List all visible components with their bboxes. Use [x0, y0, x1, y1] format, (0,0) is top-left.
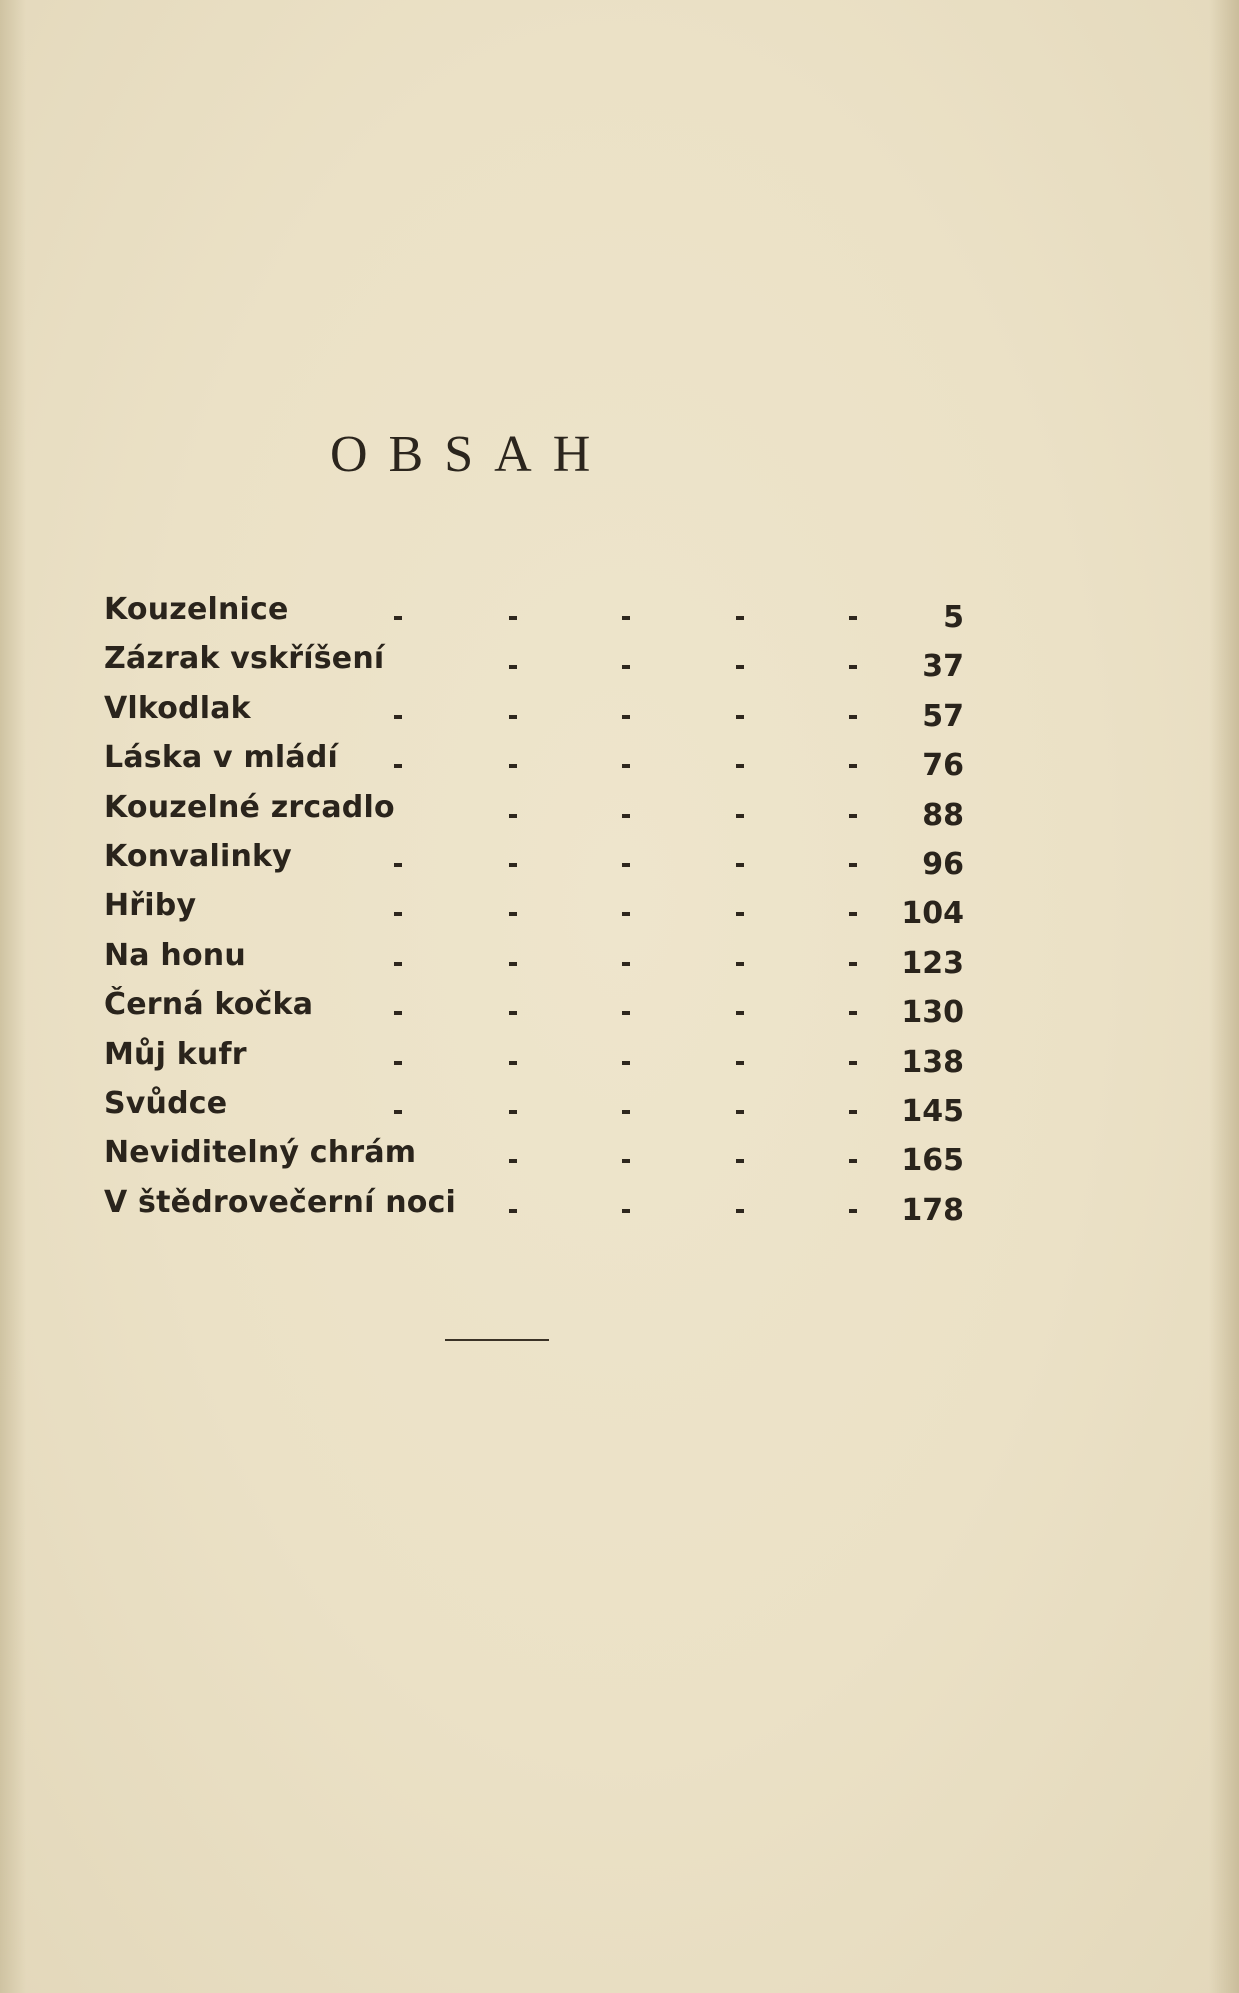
leader-dash — [622, 764, 630, 768]
leader-dash — [622, 1209, 630, 1213]
toc-entry-page: 37 — [922, 649, 964, 685]
toc-entry-title: Hřiby — [104, 888, 197, 924]
leader-dash — [622, 912, 630, 916]
leader-dash — [849, 1061, 857, 1065]
leader-dash — [394, 962, 402, 966]
toc-entry-page: 57 — [922, 698, 964, 734]
leader-dash — [509, 764, 517, 768]
toc-entry-title: Zázrak vskříšení — [104, 641, 385, 677]
leader-dash — [849, 1110, 857, 1114]
leader-dash — [622, 962, 630, 966]
toc-entry-page: 138 — [901, 1044, 964, 1080]
toc-entry-page: 123 — [901, 945, 964, 981]
toc-entry-page: 145 — [901, 1093, 964, 1129]
leader-dash — [622, 616, 630, 620]
leader-dash — [622, 665, 630, 669]
toc-entry — [104, 1181, 964, 1230]
leader-dash — [394, 1061, 402, 1065]
closing-rule — [445, 1339, 549, 1341]
page-edge-right — [1209, 0, 1239, 1993]
toc-entry-page: 104 — [901, 896, 964, 932]
leader-dash — [509, 1011, 517, 1015]
toc-entry-title: Vlkodlak — [104, 690, 251, 726]
toc-entry — [104, 588, 964, 637]
leader-dash — [509, 715, 517, 719]
toc-entry-page: 178 — [901, 1192, 964, 1228]
toc-entry — [104, 884, 964, 933]
toc-entry-title: Svůdce — [104, 1085, 228, 1121]
leader-dash — [622, 1159, 630, 1163]
toc-entry — [104, 1131, 964, 1180]
leader-dash — [736, 715, 744, 719]
toc-entry-title: Můj kufr — [104, 1036, 247, 1072]
toc-heading: OBSAH — [330, 426, 612, 483]
leader-dash — [394, 1011, 402, 1015]
toc-entry — [104, 687, 964, 736]
leader-dash — [509, 912, 517, 916]
leader-dash — [849, 764, 857, 768]
leader-dash — [622, 1061, 630, 1065]
leader-dash — [736, 1110, 744, 1114]
toc-entry-title: Černá kočka — [104, 987, 314, 1023]
toc-entry-title: Konvalinky — [104, 838, 292, 874]
leader-dash — [622, 1011, 630, 1015]
toc-entry — [104, 637, 964, 686]
leader-dash — [736, 665, 744, 669]
page-edge-left — [0, 0, 26, 1993]
leader-dash — [736, 912, 744, 916]
leader-dash — [509, 616, 517, 620]
leader-dash — [849, 962, 857, 966]
leader-dash — [736, 1011, 744, 1015]
toc-entry-title: Kouzelné zrcadlo — [104, 789, 395, 825]
leader-dash — [509, 665, 517, 669]
toc-entry-title: Kouzelnice — [104, 592, 289, 627]
leader-dash — [394, 912, 402, 916]
leader-dash — [509, 1061, 517, 1065]
leader-dash — [394, 1110, 402, 1114]
toc-entry-page: 96 — [922, 846, 964, 882]
toc-entry-title: V štědrovečerní noci — [104, 1184, 457, 1220]
leader-dash — [509, 1159, 517, 1163]
leader-dash — [736, 962, 744, 966]
toc-entry — [104, 1082, 964, 1131]
leader-dash — [509, 962, 517, 966]
toc-entry — [104, 835, 964, 884]
toc-entry-title: Láska v mládí — [104, 740, 339, 776]
table-of-contents — [104, 588, 964, 1230]
leader-dash — [849, 1011, 857, 1015]
leader-dash — [736, 863, 744, 867]
leader-dash — [622, 814, 630, 818]
leader-dash — [394, 715, 402, 719]
leader-dash — [849, 665, 857, 669]
leader-dash — [849, 814, 857, 818]
toc-entry — [104, 786, 964, 835]
toc-entry — [104, 1033, 964, 1082]
leader-dash — [849, 863, 857, 867]
leader-dash — [736, 1159, 744, 1163]
leader-dash — [849, 1209, 857, 1213]
leader-dash — [849, 912, 857, 916]
toc-entry — [104, 736, 964, 785]
leader-dash — [849, 616, 857, 620]
toc-entry-title: Na honu — [104, 937, 246, 973]
leader-dash — [394, 764, 402, 768]
leader-dash — [622, 863, 630, 867]
leader-dash — [509, 1209, 517, 1213]
toc-entry-page: 88 — [922, 797, 964, 833]
leader-dash — [736, 814, 744, 818]
toc-entry-title: Neviditelný chrám — [104, 1135, 417, 1171]
toc-entry-page: 76 — [922, 748, 964, 784]
leader-dash — [509, 814, 517, 818]
leader-dash — [736, 616, 744, 620]
leader-dash — [736, 764, 744, 768]
leader-dash — [736, 1209, 744, 1213]
leader-dash — [394, 863, 402, 867]
leader-dash — [509, 863, 517, 867]
toc-entry-page: 5 — [943, 600, 964, 635]
leader-dash — [849, 1159, 857, 1163]
toc-entry — [104, 983, 964, 1032]
toc-entry — [104, 934, 964, 983]
leader-dash — [509, 1110, 517, 1114]
leader-dash — [394, 616, 402, 620]
toc-entry-page: 130 — [901, 995, 964, 1031]
toc-entry-page: 165 — [901, 1143, 964, 1179]
leader-dash — [849, 715, 857, 719]
leader-dash — [622, 715, 630, 719]
leader-dash — [736, 1061, 744, 1065]
leader-dash — [622, 1110, 630, 1114]
